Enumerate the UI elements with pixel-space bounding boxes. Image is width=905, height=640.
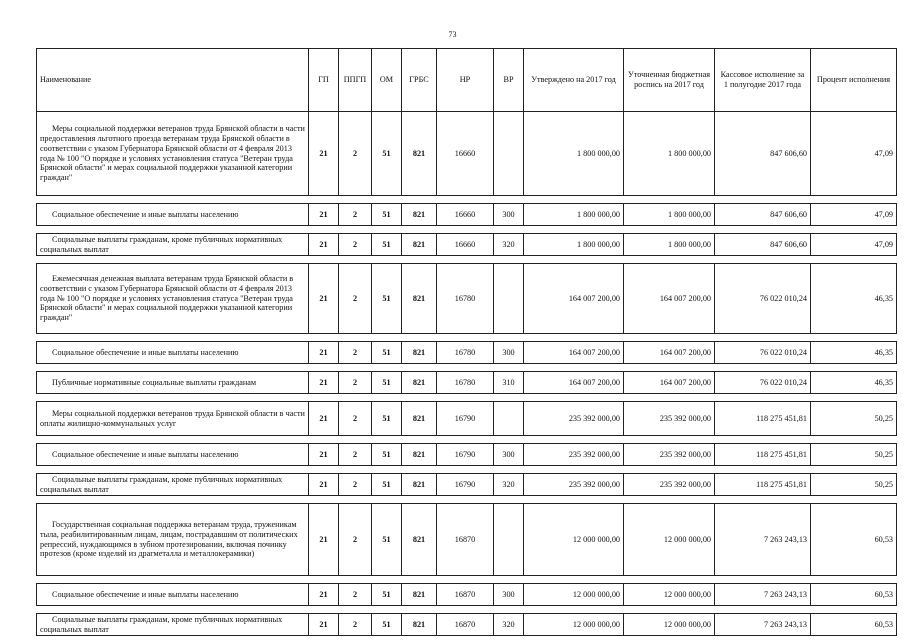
row-name [37,234,309,256]
row-separator-cell [37,466,897,474]
row-np: 16790 [437,402,494,436]
row-name [37,342,309,364]
row-vr: 320 [494,474,524,496]
row-cash: 847 606,60 [715,112,811,196]
table-row [37,372,897,394]
row-np: 16870 [437,614,494,636]
table-row [37,342,897,364]
table-row [37,614,897,636]
row-name-text: Ежемесячная денежная выплата ветеранам труда Брянской области в соответствии с указом Губернатора Брянской области от 4 февраля 2013 года № 100 "О порядке и условиях установления статуса "Ветеран труда Брянской области" и мерах социальной поддержки указанной категории граждан" [40,273,294,323]
row-separator-cell [37,256,897,264]
row-refined: 164 007 200,00 [624,264,715,334]
row-cash: 118 275 451,81 [715,402,811,436]
row-pgp: 2 [339,444,372,466]
table-row [37,444,897,466]
table-row [37,264,897,334]
row-separator [37,226,897,234]
row-gp: 21 [309,504,339,576]
row-name-text: Социальное обеспечение и иные выплаты населению [52,347,239,357]
row-om: 51 [372,614,402,636]
row-vr: 300 [494,444,524,466]
row-refined: 235 392 000,00 [624,474,715,496]
row-vr [494,264,524,334]
header-cash: Кассовое исполнение за 1 полугодие 2017 года [715,49,811,112]
row-separator [37,334,897,342]
row-percent: 46,35 [811,264,897,334]
row-name [37,112,309,196]
row-name-text: Социальное обеспечение и иные выплаты населению [52,589,239,599]
row-gp: 21 [309,402,339,436]
row-grbs: 821 [402,112,437,196]
row-approved: 12 000 000,00 [524,584,624,606]
row-refined: 235 392 000,00 [624,444,715,466]
row-approved: 1 800 000,00 [524,204,624,226]
row-separator-cell [37,196,897,204]
row-gp: 21 [309,474,339,496]
row-separator [37,466,897,474]
row-separator [37,364,897,372]
row-om: 51 [372,342,402,364]
row-name-text: Меры социальной поддержки ветеранов труда Брянской области в части оплаты жилищно-коммунальных услуг [40,408,305,428]
row-vr: 320 [494,234,524,256]
row-refined: 12 000 000,00 [624,584,715,606]
row-om: 51 [372,204,402,226]
row-percent: 47,09 [811,234,897,256]
row-np: 16870 [437,504,494,576]
row-cash: 118 275 451,81 [715,444,811,466]
row-approved: 164 007 200,00 [524,264,624,334]
row-np: 16790 [437,444,494,466]
row-pgp: 2 [339,504,372,576]
header-gp: ГП [309,49,339,112]
row-approved: 12 000 000,00 [524,504,624,576]
budget-table [36,48,897,636]
row-gp: 21 [309,204,339,226]
row-name [37,474,309,496]
row-grbs: 821 [402,264,437,334]
row-pgp: 2 [339,614,372,636]
header-percent: Процент исполнения [811,49,897,112]
row-percent: 47,09 [811,112,897,196]
row-name-text: Социальное обеспечение и иные выплаты населению [52,209,239,219]
row-separator [37,496,897,504]
row-gp: 21 [309,444,339,466]
row-refined: 1 800 000,00 [624,112,715,196]
page-number: 73 [448,30,457,39]
row-refined: 1 800 000,00 [624,204,715,226]
row-separator [37,394,897,402]
row-om: 51 [372,444,402,466]
row-separator-cell [37,334,897,342]
row-approved: 235 392 000,00 [524,402,624,436]
row-pgp: 2 [339,474,372,496]
row-np: 16780 [437,342,494,364]
row-grbs: 821 [402,504,437,576]
row-percent: 46,35 [811,372,897,394]
row-np: 16780 [437,372,494,394]
row-separator-cell [37,226,897,234]
row-np: 16660 [437,112,494,196]
row-name-text: Государственная социальная поддержка ветеранам труда, труженикам тыла, реабилитированным лицам, лицам, пострадавшим от политических репрессий, нуждающимся в зубном протезировании, включая починку протезов (кроме изделий из драгметалла и металлокерамики) [40,519,298,559]
row-grbs: 821 [402,444,437,466]
row-pgp: 2 [339,372,372,394]
row-name [37,204,309,226]
row-approved: 164 007 200,00 [524,372,624,394]
row-cash: 76 022 010,24 [715,264,811,334]
row-grbs: 821 [402,342,437,364]
row-cash: 76 022 010,24 [715,372,811,394]
row-cash: 7 263 243,13 [715,584,811,606]
row-om: 51 [372,474,402,496]
row-vr: 310 [494,372,524,394]
row-grbs: 821 [402,402,437,436]
row-vr: 300 [494,342,524,364]
row-name [37,614,309,636]
row-approved: 1 800 000,00 [524,234,624,256]
row-cash: 847 606,60 [715,234,811,256]
row-separator-cell [37,496,897,504]
row-separator [37,436,897,444]
row-gp: 21 [309,264,339,334]
row-name-text: Социальные выплаты гражданам, кроме публичных нормативных социальных выплат [40,474,283,494]
row-grbs: 821 [402,372,437,394]
row-separator-cell [37,364,897,372]
table-row [37,204,897,226]
row-name-text: Публичные нормативные социальные выплаты гражданам [52,377,257,387]
row-pgp: 2 [339,342,372,364]
row-refined: 12 000 000,00 [624,614,715,636]
row-separator [37,256,897,264]
table-row [37,474,897,496]
row-separator-cell [37,394,897,402]
row-percent: 46,35 [811,342,897,364]
row-approved: 235 392 000,00 [524,444,624,466]
row-np: 16660 [437,204,494,226]
row-np: 16780 [437,264,494,334]
row-om: 51 [372,372,402,394]
table-row [37,584,897,606]
row-percent: 50,25 [811,402,897,436]
row-gp: 21 [309,372,339,394]
table-row [37,402,897,436]
row-refined: 164 007 200,00 [624,372,715,394]
row-separator [37,196,897,204]
row-name [37,264,309,334]
row-name-text: Социальное обеспечение и иные выплаты населению [52,449,239,459]
row-om: 51 [372,584,402,606]
table-body [37,112,897,636]
row-name-text: Социальные выплаты гражданам, кроме публичных нормативных социальных выплат [40,234,283,254]
row-cash: 7 263 243,13 [715,504,811,576]
row-approved: 164 007 200,00 [524,342,624,364]
row-pgp: 2 [339,234,372,256]
row-refined: 235 392 000,00 [624,402,715,436]
row-percent: 60,53 [811,584,897,606]
row-refined: 12 000 000,00 [624,504,715,576]
row-pgp: 2 [339,584,372,606]
row-name [37,504,309,576]
row-vr [494,504,524,576]
row-cash: 847 606,60 [715,204,811,226]
row-separator [37,606,897,614]
row-percent: 47,09 [811,204,897,226]
row-separator-cell [37,436,897,444]
header-om: ОМ [372,49,402,112]
header-np: НР [437,49,494,112]
row-pgp: 2 [339,264,372,334]
row-name [37,372,309,394]
row-name [37,444,309,466]
row-refined: 164 007 200,00 [624,342,715,364]
table-row [37,504,897,576]
row-vr [494,112,524,196]
row-separator [37,576,897,584]
row-grbs: 821 [402,474,437,496]
header-refined: Уточненная бюджетная роспись на 2017 год [624,49,715,112]
row-np: 16790 [437,474,494,496]
row-grbs: 821 [402,584,437,606]
row-percent: 50,25 [811,474,897,496]
row-gp: 21 [309,584,339,606]
row-name-text: Меры социальной поддержки ветеранов труда Брянской области в части предоставления льготного проезда ветеранам труда Брянской области в соответствии с указом Губернатора Брянской области от 4 февраля 2013 года № 100 "О порядке и условиях установления статуса "Ветеран труда Брянской области" и мерах социальной поддержки указанной категории граждан" [40,123,305,183]
row-cash: 76 022 010,24 [715,342,811,364]
row-cash: 118 275 451,81 [715,474,811,496]
row-vr [494,402,524,436]
header-pgp: ППГП [339,49,372,112]
row-vr: 300 [494,204,524,226]
row-grbs: 821 [402,234,437,256]
row-grbs: 821 [402,204,437,226]
row-percent: 60,53 [811,504,897,576]
row-approved: 12 000 000,00 [524,614,624,636]
row-refined: 1 800 000,00 [624,234,715,256]
row-vr: 300 [494,584,524,606]
table-row [37,234,897,256]
header-name: Наименование [37,49,309,112]
row-percent: 60,53 [811,614,897,636]
header-vr: ВР [494,49,524,112]
row-gp: 21 [309,112,339,196]
row-name-text: Социальные выплаты гражданам, кроме публичных нормативных социальных выплат [40,614,283,634]
row-separator-cell [37,606,897,614]
row-om: 51 [372,234,402,256]
row-vr: 320 [494,614,524,636]
row-separator-cell [37,576,897,584]
row-om: 51 [372,504,402,576]
row-percent: 50,25 [811,444,897,466]
row-om: 51 [372,402,402,436]
row-pgp: 2 [339,204,372,226]
table-header-row [37,49,897,112]
table-row [37,112,897,196]
row-cash: 7 263 243,13 [715,614,811,636]
row-grbs: 821 [402,614,437,636]
row-approved: 235 392 000,00 [524,474,624,496]
row-gp: 21 [309,234,339,256]
row-name [37,402,309,436]
row-np: 16660 [437,234,494,256]
header-grbs: ГРБС [402,49,437,112]
row-np: 16870 [437,584,494,606]
row-gp: 21 [309,614,339,636]
row-pgp: 2 [339,112,372,196]
header-approved: Утверждено на 2017 год [524,49,624,112]
row-gp: 21 [309,342,339,364]
row-om: 51 [372,112,402,196]
row-name [37,584,309,606]
row-om: 51 [372,264,402,334]
row-pgp: 2 [339,402,372,436]
row-approved: 1 800 000,00 [524,112,624,196]
